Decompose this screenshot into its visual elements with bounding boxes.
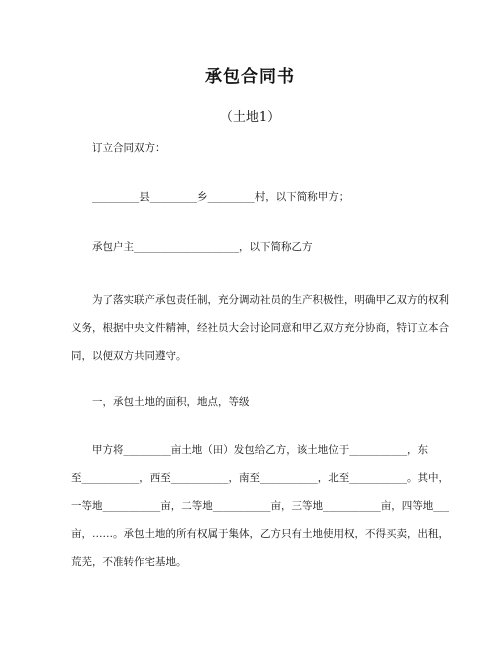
party-b-line: 承包户主____________________，以下简称乙方 — [92, 241, 313, 253]
preamble-paragraph — [71, 286, 449, 370]
parties-label: 订立合同双方： — [92, 142, 166, 154]
document-subtitle: （土地1） — [219, 110, 281, 125]
land-line-4: 亩，……。承包土地的所有权属于集体，乙方只有土地使用权，不得买卖，出租， — [71, 528, 449, 540]
land-line-5: 荒芜，不准转作宅基地。 — [71, 556, 187, 568]
section-1-heading: 一，承包土地的面积，地点，等级 — [92, 396, 250, 408]
land-line-2: 至___________，西至___________，南至___________，北至___________。其中， — [71, 472, 449, 484]
preamble-line-3: 同，以便双方共同遵守。 — [71, 350, 187, 362]
preamble-line-2: 义务，根据中央文件精神，经社员大会讨论同意和甲乙双方充分协商，特订立本合 — [71, 322, 449, 334]
land-paragraph — [71, 436, 449, 576]
land-line-1: 甲方将_________亩土地（田）发包给乙方，该土地位于___________，东 — [92, 444, 428, 456]
document-title: 承包合同书 — [205, 67, 295, 87]
land-line-3: 一等地___________亩，二等地___________亩，三等地___________亩，四等地___ — [71, 500, 449, 512]
party-a-line: _________县_________乡_________村，以下简称甲方； — [92, 191, 350, 203]
preamble-line-1: 为了落实联产承包责任制，充分调动社员的生产积极性，明确甲乙双方的权利 — [92, 294, 449, 306]
